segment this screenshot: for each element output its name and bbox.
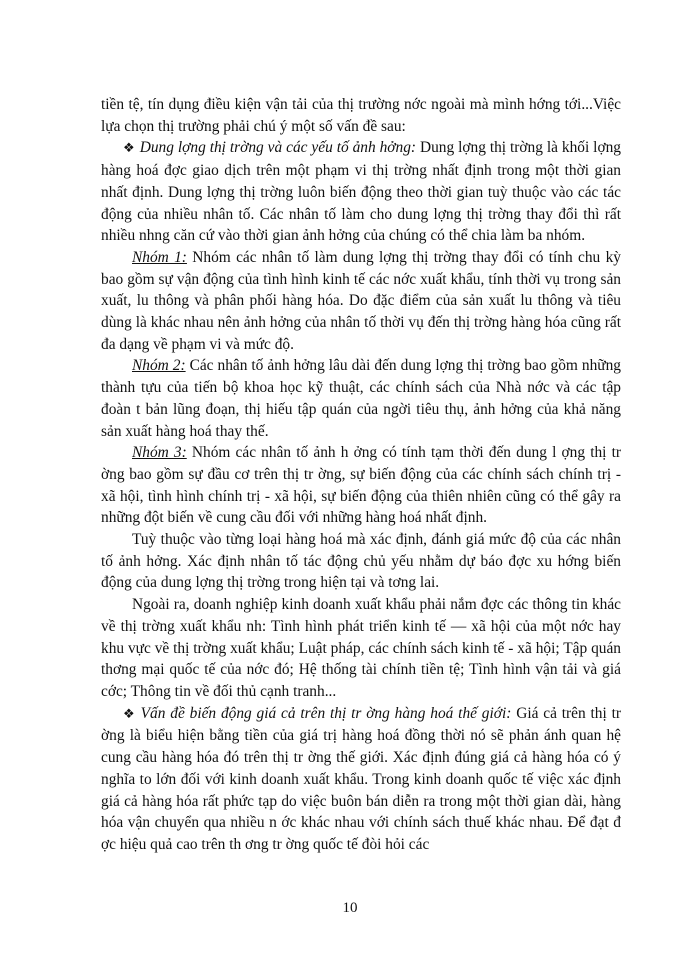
document-body — [101, 94, 621, 856]
paragraph-text: Các nhân tố ảnh hởng lâu dài đến dung lợng thị trờng bao gồm những thành tựu của tiến bộ khoa học kỹ thuật, các chính sách của Nhà nớc và các tập đoàn t bản lũng đoạn, thị hiếu tập quán của ngời tiêu thụ, ảnh hởng của khả năng sản xuất hàng hoá thay thế. — [101, 357, 621, 440]
group-label: Nhóm 3: — [132, 444, 187, 462]
section-heading: Dung lợng thị trờng và các yếu tố ảnh hởng: — [139, 139, 417, 157]
paragraph-text: Tuỳ thuộc vào từng loại hàng hoá mà xác định, đánh giá mức độ của các nhân tố ảnh hởng. Xác định nhân tố tác động chủ yếu nhằm dự báo đợc xu hớng biến động của dung lợng thị trờng trong hiện tại và tơng lai. — [101, 531, 621, 592]
paragraph-text: Giá cả trên thị tr ờng là biểu hiện bằng tiền của giá trị hàng hoá đồng thời nó sẽ phản ánh quan hệ cung cầu hàng hóa đó trên thị tr ờng thế giới. Xác định đúng giá cả hàng hóa có ý nghĩa to lớn đối với kinh doanh xuất khẩu. Trong kinh doanh quốc tế việc xác định giá cả hàng hóa rất phức tạp do việc buôn bán diễn ra trong một thời gian dài, hàng hóa vận chuyển qua nhiều n ớc khác nhau với chính sách thuế khác nhau. Để đạt đ ợc hiệu quả cao trên th ơng tr ờng quốc tế đòi hỏi các — [101, 704, 621, 853]
paragraph-price-fluctuation — [101, 703, 621, 856]
paragraph-text: Ngoài ra, doanh nghiệp kinh doanh xuất khẩu phải nắm đợc các thông tin khác về thị trờng xuất khẩu nh: Tình hình phát triển kinh tế — xã hội của một nớc hay khu vực về thị trờng xuất khẩu; Luật pháp, các chính sách kinh tế - xã hội; Tập quán thơng mại quốc tế của nớc đó; Hệ thống tài chính tiền tệ; Tình hình vận tải và giá cớc; Thông tin về đối thủ cạnh tranh... — [101, 596, 621, 700]
group-label: Nhóm 2: — [132, 357, 186, 375]
paragraph-market-capacity — [101, 137, 621, 247]
paragraph-market-information — [101, 594, 621, 703]
paragraph-text: Dung lợng thị trờng là khối lợng hàng hoá đợc giao dịch trên một phạm vi thị trờng nhất định trong một thời gian nhất định. Dung lợng thị trờng luôn biến động theo thời gian tuỳ thuộc vào các tác động của nhiều nhân tố. Các nhân tố làm cho dung lợng thị trờng thay đổi thì rất nhiều nhng căn cứ vào thời gian ảnh hởng của chúng có thể chia làm ba nhóm. — [101, 139, 621, 245]
paragraph-group-3 — [101, 442, 621, 529]
paragraph-continuation — [101, 94, 621, 137]
paragraph-text: tiền tệ, tín dụng điều kiện vận tải của thị trường nớc ngoài mà mình hớng tới...Việc lựa chọn thị trường phải chú ý một số vấn đề sau: — [101, 96, 621, 135]
paragraph-text: Nhóm các nhân tố ảnh h ởng có tính tạm thời đến dung l ợng thị tr ờng bao gồm sự đầu cơ trên thị tr ờng, sự biến động của các chính sách chính trị - xã hội, tình hình chính trị - xã hội, sự biến động của thiên nhiên cũng có thể gây ra những đột biến về cung cầu đối với những hàng hoá nhất định. — [101, 444, 621, 527]
group-label: Nhóm 1: — [132, 248, 187, 266]
page-number: 10 — [342, 900, 358, 916]
paragraph-text: Nhóm các nhân tố làm dung lợng thị trờng thay đổi có tính chu kỳ bao gồm sự vận động của tình hình kinh tế các nớc xuất khẩu, tính thời vụ trong sản xuất, lu thông và phân phối hàng hóa. Do đặc điểm của sản xuất lu thông và tiêu dùng là khác nhau nên ảnh hởng của nhân tố thời vụ đến thị trờng hàng hóa cũng rất đa dạng về phạm vi và mức độ. — [101, 248, 621, 353]
diamond-bullet-icon: ❖ — [123, 141, 135, 157]
paragraph-group-2 — [101, 355, 621, 442]
paragraph-factor-assessment — [101, 529, 621, 594]
section-heading: Vấn đề biến động giá cả trên thị tr ờng hàng hoá thế giới: — [140, 704, 512, 722]
paragraph-group-1 — [101, 247, 621, 356]
diamond-bullet-icon: ❖ — [123, 706, 136, 722]
